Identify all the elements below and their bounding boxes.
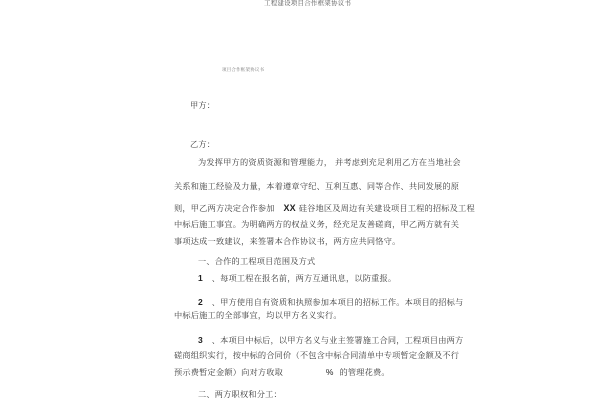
section-1-item-1 [198,273,396,283]
item-2-text-1: 、甲方使用自有资质和执照参加本项目的招标工作。本项目的招标与 [211,297,464,307]
intro-line-1: 为发挥甲方的资质资源和管理能力， 并考虑到充足利用乙方在当地社会 [198,157,461,167]
item-1-text: 、每项工程在报名前，两方互通讯息，以防重报。 [211,273,397,283]
section-1-title: 一、合作的工程项目范围及方式 [198,256,316,266]
intro-line-4: 中标后施工事宜。为明确两方的权益义务，经充足友善磋商，甲乙两方就有关 [174,219,460,229]
intro-line-3 [174,203,475,213]
item-3-text-1: 、本项目中标后，以甲方名义与业主签署施工合同，工程项目由两方 [211,335,464,345]
section-1-item-3-line-3 [174,367,390,377]
party-b-label: 乙方： [190,139,216,149]
section-2-title: 二、两方职权和分工： [198,389,282,399]
item-3-text-3-pre: 预示费暂定金额）向对方收取 [174,367,284,377]
document-subtitle: 项目合作框架协议书 [222,68,265,73]
item-3-text-3-post: 的管理花费。 [339,367,390,377]
project-placeholder-xx: XX [283,203,296,213]
intro-line-3-post: 硅谷地区及周边有关建设项目工程的招标及工程 [298,203,475,213]
percent-sign: % [325,367,334,377]
section-1-item-3-line-2: 磋商组织实行，按中标的合同价（不包含中标合同清单中专项暂定金额及不行 [174,350,460,360]
intro-line-2: 关系和施工经验及力量，本着遵章守纪、互利互惠、同等合作、共同发展的原 [174,181,460,191]
item-1-number: 1 [198,273,203,283]
party-a-label: 甲方： [190,100,216,110]
intro-line-5: 事项达成一致建议，来签署本合作协议书，两方应共同恪守。 [174,236,401,246]
document-header: 工程建设项目合作框架协议书 [264,0,352,7]
section-1-item-2-line-1 [198,297,463,307]
section-1-item-2-line-2: 中标后施工的全部事宜，均以甲方名义实行。 [174,310,342,320]
section-1-item-3-line-1 [198,335,463,345]
item-3-number: 3 [198,335,203,345]
intro-line-3-pre: 则，甲乙两方决定合作参加 [174,203,275,213]
item-2-number: 2 [198,297,203,307]
